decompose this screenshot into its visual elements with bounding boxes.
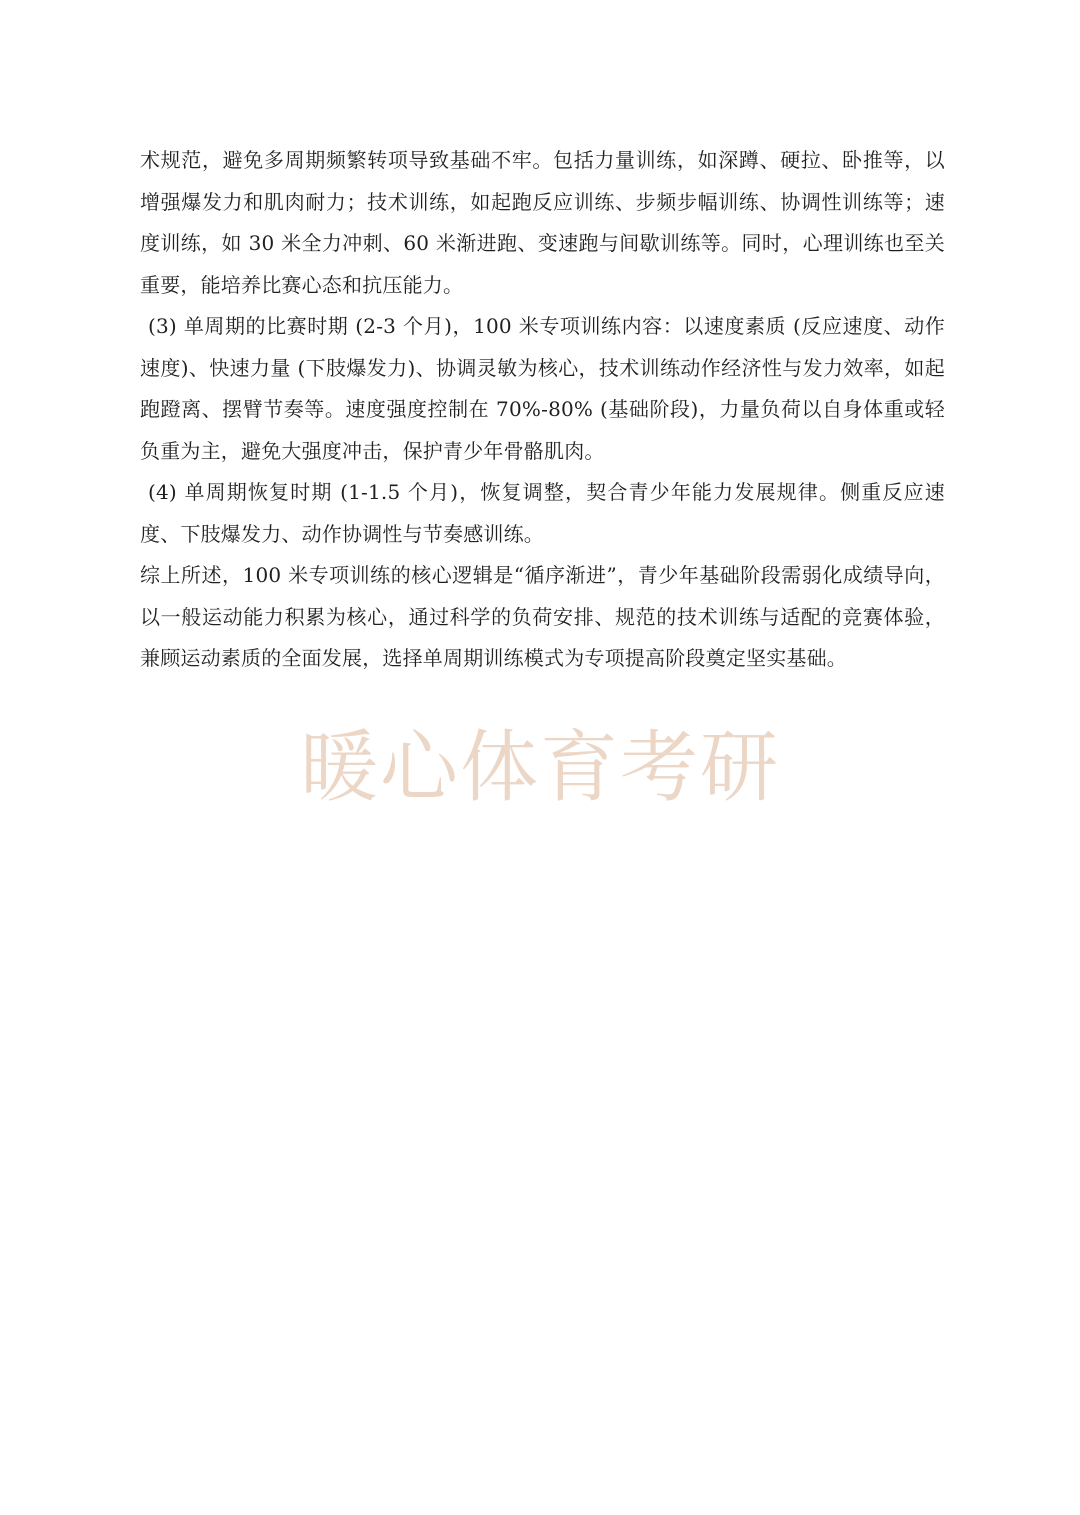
watermark-text: 暖心体育考研 [299,723,780,813]
paragraph-training-content: 术规范，避免多周期频繁转项导致基础不牢。包括力量训练，如深蹲、硬拉、卧推等，以增强爆发力和肌肉耐力；技术训练，如起跑反应训练、步频步幅训练、协调性训练等；速度训练，如 30 米全力冲刺、60 米渐进跑、变速跑与间歇训练等。同时，心理训练也至关重要，能培养比赛心态和抗压能力。 [140,148,945,297]
paragraph-recovery-period: (4) 单周期恢复时期 (1-1.5 个月)，恢复调整，契合青少年能力发展规律。侧重反应速度、下肢爆发力、动作协调性与节奏感训练。 [140,480,945,546]
paragraph-competition-period: (3) 单周期的比赛时期 (2-3 个月)，100 米专项训练内容：以速度素质 (反应速度、动作速度)、快速力量 (下肢爆发力)、协调灵敏为核心，技术训练动作经济性与发力效率，如起跑蹬离、摆臂节奏等。速度强度控制在 70%-80% (基础阶段)，力量负荷以自身体重或轻负重为主，避免大强度冲击，保护青少年骨骼肌肉。 [140,314,945,463]
document-body [140,140,945,680]
paragraph-summary: 综上所述，100 米专项训练的核心逻辑是“循序渐进”，青少年基础阶段需弱化成绩导向，以一般运动能力积累为核心，通过科学的负荷安排、规范的技术训练与适配的竞赛体验，兼顾运动素质的全面发展，选择单周期训练模式为专项提高阶段奠定坚实基础。 [140,563,945,670]
